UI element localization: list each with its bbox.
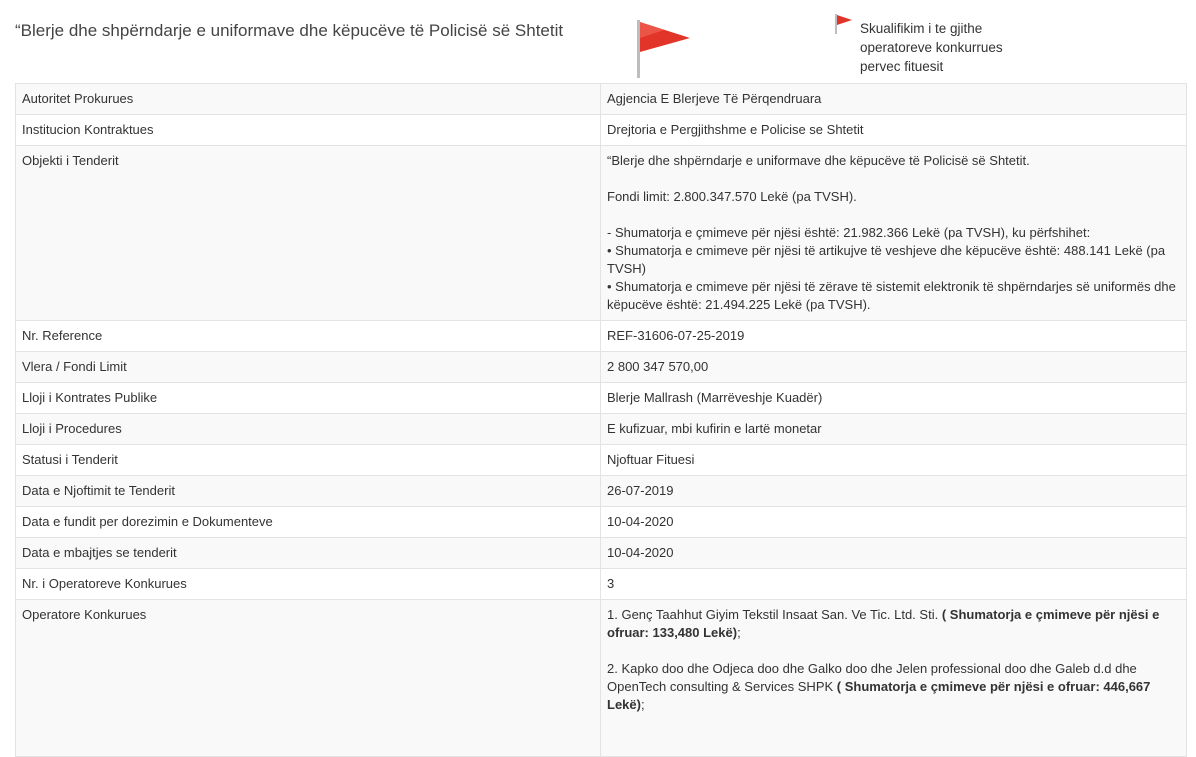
- unit-price-sum-text: - Shumatorja e çmimeve për njësi është: 21.982.366 Lekë (pa TVSH), ku përfshihet:: [607, 225, 1091, 240]
- page-title: “Blerje dhe shpërndarje e uniformave dhe këpucëve të Policisë së Shtetit: [15, 21, 564, 40]
- row-label: Data e mbajtjes se tenderit: [16, 538, 601, 569]
- row-value: Agjencia E Blerjeve Të Përqendruara: [601, 84, 1187, 115]
- row-label: Lloji i Procedures: [16, 414, 601, 445]
- tender-details-table: [15, 83, 1187, 757]
- operator-name: 1. Genç Taahhut Giyim Tekstil Insaat San. Ve Tic. Ltd. Sti.: [607, 607, 939, 622]
- table-row: [16, 507, 1187, 538]
- table-row: [16, 352, 1187, 383]
- fund-limit-text: Fondi limit: 2.800.347.570 Lekë (pa TVSH).: [607, 189, 857, 204]
- table-row: [16, 476, 1187, 507]
- operator-entry: [607, 606, 1180, 642]
- table-row: [16, 414, 1187, 445]
- tender-object-text: “Blerje dhe shpërndarje e uniformave dhe këpucëve të Policisë së Shtetit.: [607, 153, 1030, 168]
- row-value: 3: [601, 569, 1187, 600]
- table-row: [16, 84, 1187, 115]
- row-label: Statusi i Tenderit: [16, 445, 601, 476]
- row-value: 10-04-2020: [601, 507, 1187, 538]
- row-label: Vlera / Fondi Limit: [16, 352, 601, 383]
- operator-name: 2. Kapko doo dhe Odjeca doo dhe Galko doo dhe Jelen professional doo dhe Galeb d.d dhe OpenTech consulting & Services SHPK: [607, 661, 1137, 694]
- table-row: [16, 538, 1187, 569]
- small-red-flag-icon: [833, 13, 853, 35]
- row-value: E kufizuar, mbi kufirin e lartë monetar: [601, 414, 1187, 445]
- row-value: [601, 600, 1187, 757]
- row-label: Data e fundit per dorezimin e Dokumenteve: [16, 507, 601, 538]
- row-label: Data e Njoftimit te Tenderit: [16, 476, 601, 507]
- table-row: [16, 445, 1187, 476]
- operator-entry: [607, 660, 1180, 714]
- legend-text: Skualifikim i te gjithe operatoreve konkurrues pervec fituesit: [860, 21, 1003, 74]
- table-row: [16, 146, 1187, 321]
- row-label: Lloji i Kontrates Publike: [16, 383, 601, 414]
- row-label: Institucion Kontraktues: [16, 115, 601, 146]
- row-value: 2 800 347 570,00: [601, 352, 1187, 383]
- red-flag-icon: [634, 18, 694, 80]
- row-value: [601, 146, 1187, 321]
- table-row: [16, 600, 1187, 757]
- table-row: [16, 115, 1187, 146]
- row-value: 10-04-2020: [601, 538, 1187, 569]
- table-row: [16, 383, 1187, 414]
- row-value: Blerje Mallrash (Marrëveshje Kuadër): [601, 383, 1187, 414]
- row-label: Autoritet Prokurues: [16, 84, 601, 115]
- operator-offer: ( Shumatorja e çmimeve për njësi e ofruar: 133,480 Lekë): [607, 607, 1160, 640]
- clothing-price-sum-text: • Shumatorja e cmimeve për njësi të artikujve të veshjeve dhe këpucëve është: 488.141 Lekë (pa TVSH): [607, 243, 1166, 276]
- row-value: 26-07-2019: [601, 476, 1187, 507]
- row-label: Nr. i Operatoreve Konkurues: [16, 569, 601, 600]
- row-value: REF-31606-07-25-2019: [601, 321, 1187, 352]
- table-row: [16, 321, 1187, 352]
- electronic-system-price-sum-text: • Shumatorja e cmimeve për njësi të zërave të sistemit elektronik të shpërndarjes së uniformës dhe këpucëve është: 21.494.225 Lekë (pa TVSH).: [607, 279, 1176, 312]
- row-label: Nr. Reference: [16, 321, 601, 352]
- operator-suffix: ;: [737, 625, 741, 640]
- row-label: Objekti i Tenderit: [16, 146, 601, 321]
- operator-suffix: ;: [640, 697, 645, 712]
- row-value: Drejtoria e Pergjithshme e Policise se Shtetit: [601, 115, 1187, 146]
- operator-offer: ( Shumatorja e çmimeve për njësi e ofruar: 446,667 Lekë): [607, 679, 1151, 712]
- table-row: [16, 569, 1187, 600]
- row-label: Operatore Konkurues: [16, 600, 601, 757]
- row-value: Njoftuar Fituesi: [601, 445, 1187, 476]
